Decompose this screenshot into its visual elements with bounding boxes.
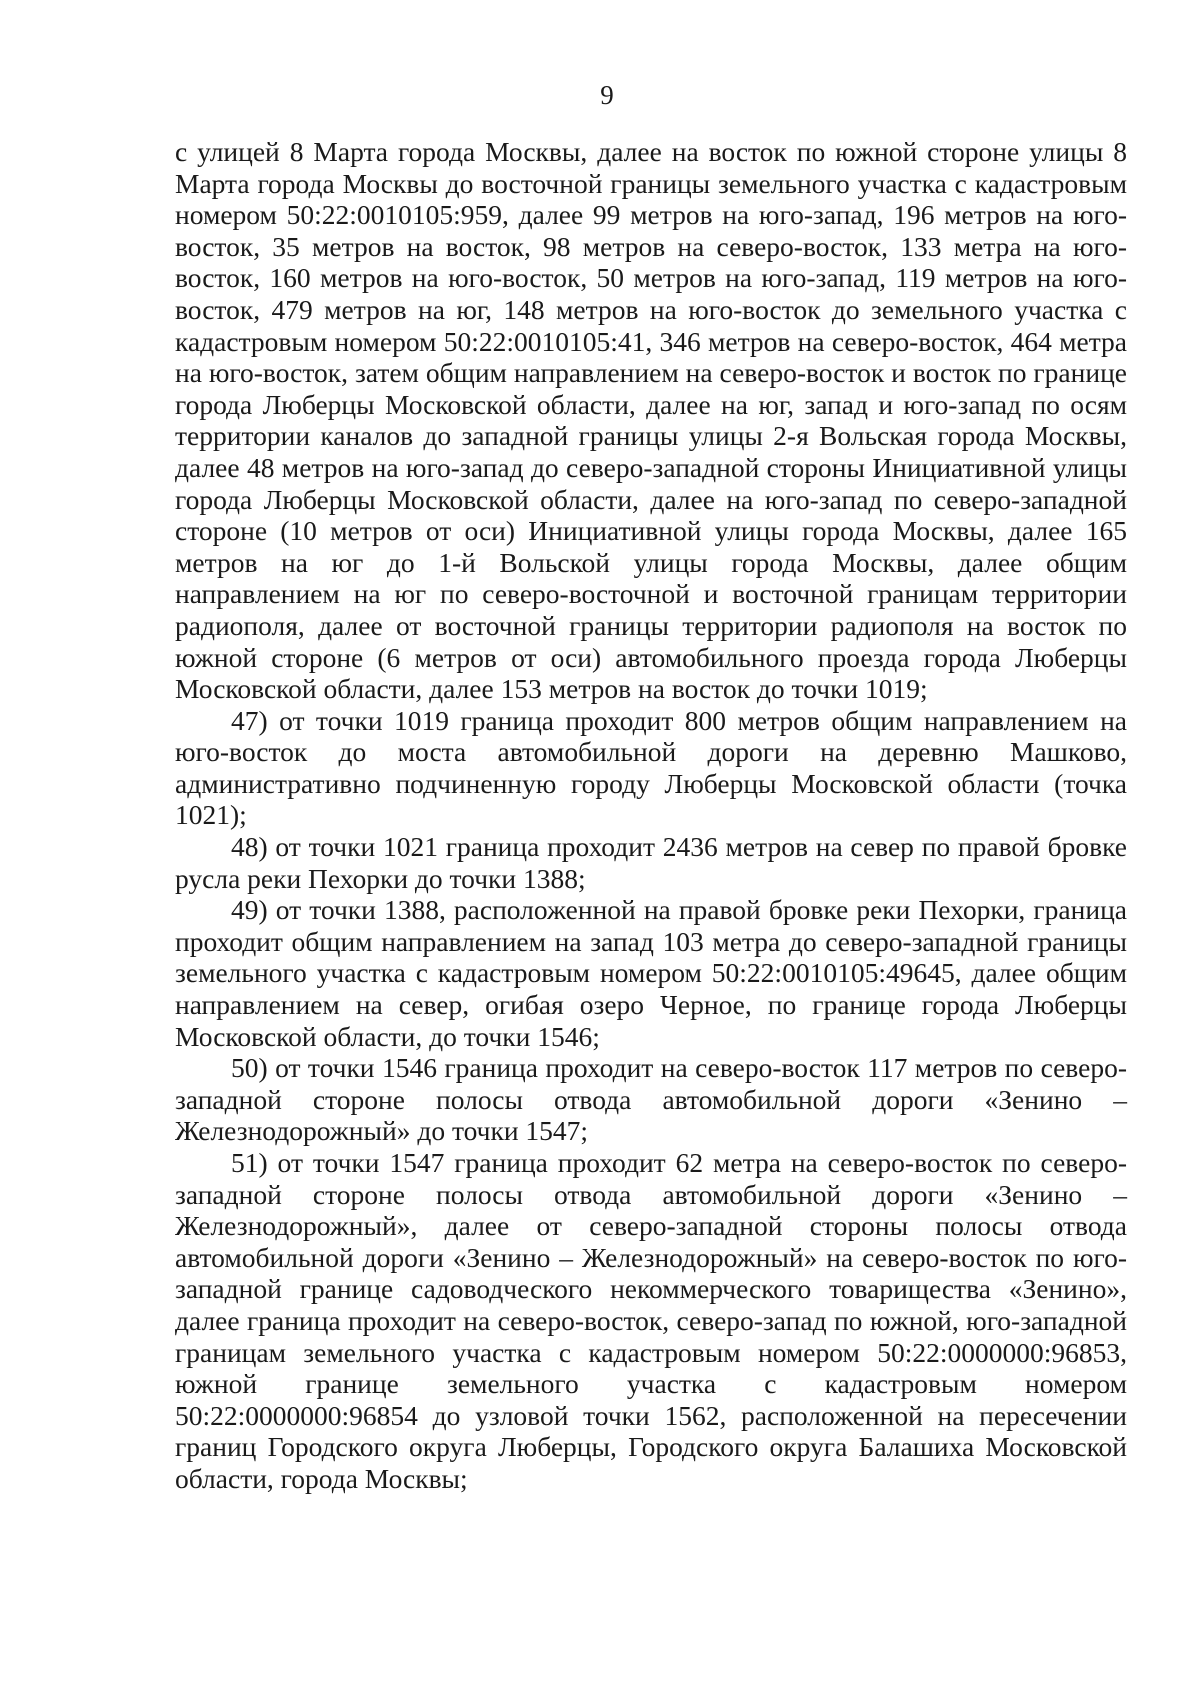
paragraph-item-48: 48) от точки 1021 граница проходит 2436 метров на север по правой бровке русла реки Пехорки до точки 1388;	[175, 831, 1127, 894]
page-number: 9	[600, 80, 614, 110]
paragraph-continuation: с улицей 8 Марта города Москвы, далее на восток по южной стороне улицы 8 Марта города Москвы до восточной границы земельного участка с кадастровым номером 50:22:0010105:959, далее 99 метров на юго-запад, 196 метров на юго-восток, 35 метров на восток, 98 метров на северо-восток, 133 метра на юго-восток, 160 метров на юго-восток, 50 метров на юго-запад, 119 метров на юго-восток, 479 метров на юг, 148 метров на юго-восток до земельного участка с кадастровым номером 50:22:0010105:41, 346 метров на северо-восток, 464 метра на юго-восток, затем общим направлением на северо-восток и восток по границе города Люберцы Московской области, далее на юг, запад и юго-запад по осям территории каналов до западной границы улицы 2-я Вольская города Москвы, далее 48 метров на юго-запад до северо-западной стороны Инициативной улицы города Люберцы Московской области, далее на юго-запад по северо-западной стороне (10 метров от оси) Инициативной улицы города Москвы, далее 165 метров на юг до 1-й Вольской улицы города Москвы, далее общим направлением на юг по северо-восточной и восточной границам территории радиополя, далее от восточной границы территории радиополя на восток по южной стороне (6 метров от оси) автомобильного проезда города Люберцы Московской области, далее 153 метров на восток до точки 1019;	[175, 136, 1127, 705]
paragraph-item-49: 49) от точки 1388, расположенной на правой бровке реки Пехорки, граница проходит общим направлением на запад 103 метра до северо-западной границы земельного участка с кадастровым номером 50:22:0010105:49645, далее общим направлением на север, огибая озеро Черное, по границе города Люберцы Московской области, до точки 1546;	[175, 894, 1127, 1052]
paragraph-item-47: 47) от точки 1019 граница проходит 800 метров общим направлением на юго-восток до моста автомобильной дороги на деревню Машково, административно подчиненную городу Люберцы Московской области (точка 1021);	[175, 704, 1127, 831]
paragraph-item-51: 51) от точки 1547 граница проходит 62 метра на северо-восток по северо-западной стороне полосы отвода автомобильной дороги «Зенино – Железнодорожный», далее от северо-западной стороны полосы отвода автомобильной дороги «Зенино – Железнодорожный» на северо-восток по юго-западной границе садоводческого некоммерческого товарищества «Зенино», далее граница проходит на северо-восток, северо-запад по южной, юго-западной границам земельного участка с кадастровым номером 50:22:0000000:96853, южной границе земельного участка с кадастровым номером 50:22:0000000:96854 до узловой точки 1562, расположенной на пересечении границ Городского округа Люберцы, Городского округа Балашиха Московской области, города Москвы;	[175, 1147, 1127, 1494]
document-body	[175, 136, 1127, 1495]
paragraph-item-50: 50) от точки 1546 граница проходит на северо-восток 117 метров по северо-западной стороне полосы отвода автомобильной дороги «Зенино – Железнодорожный» до точки 1547;	[175, 1052, 1127, 1147]
